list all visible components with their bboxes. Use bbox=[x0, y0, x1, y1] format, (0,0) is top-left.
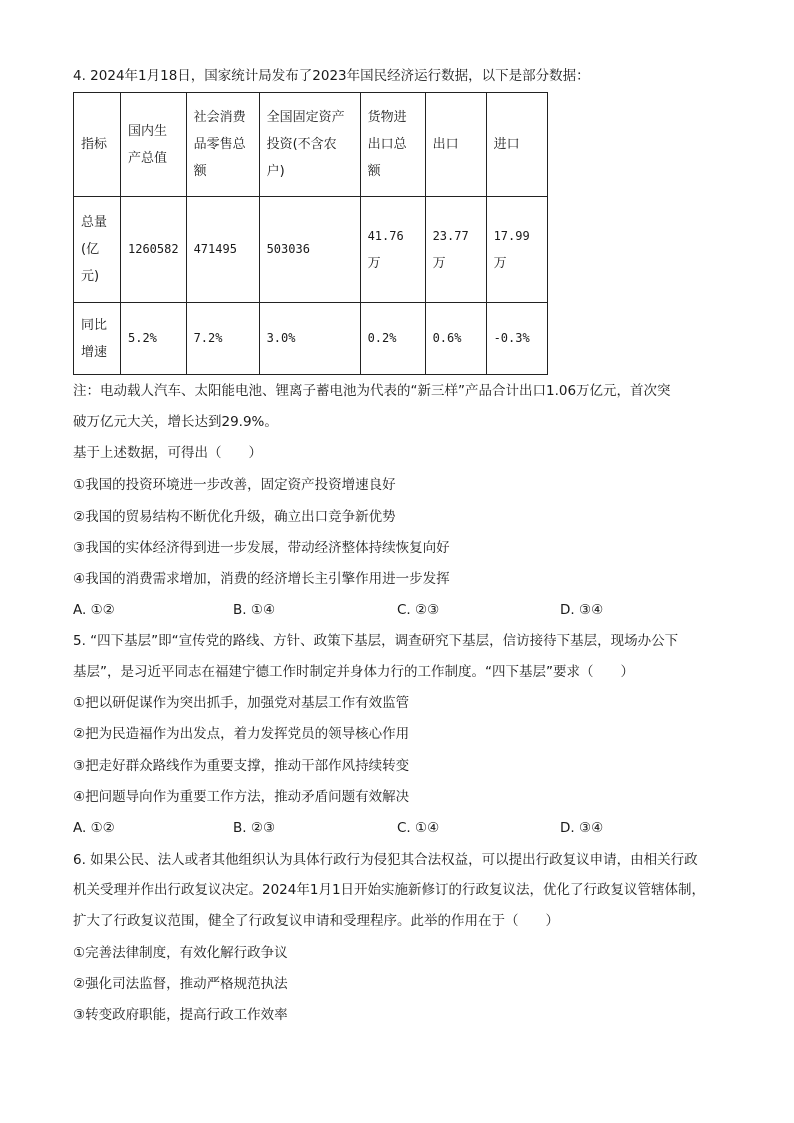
cell-value: 3.0% bbox=[266, 331, 296, 345]
table-cell bbox=[360, 197, 425, 303]
header-text: 投资(不含农 bbox=[266, 137, 337, 152]
q5-stem-line: 5. “四下基层”即“宣传党的路线、方针、政策下基层，调查研究下基层，信访接待下基层，现场办公下 bbox=[73, 633, 679, 649]
q5-statement: ③把走好群众路线作为重要支撑，推动干部作风持续转变 bbox=[73, 758, 410, 774]
header-cell bbox=[121, 93, 187, 197]
table-cell bbox=[259, 197, 360, 303]
header-text: 国内生 bbox=[128, 123, 168, 139]
row-label-text: 同比 bbox=[81, 317, 108, 333]
header-text: 产总值 bbox=[128, 150, 168, 166]
header-cell bbox=[360, 93, 425, 197]
header-text: 户) bbox=[266, 164, 285, 179]
cell-value: 23.77 bbox=[432, 228, 469, 243]
q6-statement: ③转变政府职能，提高行政工作效率 bbox=[73, 1007, 288, 1023]
option-c[interactable]: C. ②③ bbox=[397, 602, 440, 618]
economic-data-table bbox=[73, 92, 548, 375]
q4-prompt: 基于上述数据，可得出（ ） bbox=[73, 445, 262, 461]
option-c[interactable]: C. ①④ bbox=[397, 820, 440, 836]
table-cell bbox=[486, 197, 547, 303]
cell-value: 471495 bbox=[193, 242, 237, 256]
q5-statement: ④把问题导向作为重要工作方法，推动矛盾问题有效解决 bbox=[73, 789, 410, 805]
q5-stem-line: 基层”，是习近平同志在福建宁德工作时制定并身体力行的工作制度。“四下基层”要求（ ） bbox=[73, 664, 634, 680]
q4-statement: ③我国的实体经济得到进一步发展，带动经济整体持续恢复向好 bbox=[73, 540, 450, 556]
header-cell bbox=[74, 93, 121, 197]
q4-statement: ④我国的消费需求增加，消费的经济增长主引擎作用进一步发挥 bbox=[73, 571, 450, 587]
row-label-text: (亿 bbox=[81, 242, 100, 257]
header-cell bbox=[486, 93, 547, 197]
q4-note-line: 破万亿元大关，增长达到29.9%。 bbox=[73, 414, 278, 430]
option-b[interactable]: B. ①④ bbox=[233, 602, 276, 618]
cell-value: 0.2% bbox=[367, 331, 397, 345]
q6-stem-line: 扩大了行政复议范围，健全了行政复议申请和受理程序。此举的作用在于（ ） bbox=[73, 913, 559, 929]
q4-stem: 4. 2024年1月18日，国家统计局发布了2023年国民经济运行数据，以下是部分数据： bbox=[73, 68, 590, 84]
cell-unit: 万 bbox=[493, 255, 507, 271]
cell-value: 1260582 bbox=[128, 242, 179, 256]
header-text: 社会消费 bbox=[193, 110, 246, 125]
q4-statement: ②我国的贸易结构不断优化升级，确立出口竞争新优势 bbox=[73, 509, 396, 525]
option-a[interactable]: A. ①② bbox=[73, 820, 115, 836]
header-text: 指标 bbox=[81, 137, 108, 152]
header-text: 品零售总 bbox=[193, 137, 246, 152]
table-cell bbox=[121, 197, 187, 303]
table-cell bbox=[121, 303, 187, 375]
row-label bbox=[74, 197, 121, 303]
table-cell bbox=[486, 303, 547, 375]
cell-value: 0.6% bbox=[432, 331, 462, 345]
table-cell bbox=[186, 197, 259, 303]
header-text: 进口 bbox=[493, 137, 520, 152]
header-text: 额 bbox=[193, 164, 207, 179]
header-text: 出口 bbox=[432, 137, 459, 152]
table-cell bbox=[425, 197, 486, 303]
table-cell bbox=[425, 303, 486, 375]
cell-value: 5.2% bbox=[128, 331, 157, 345]
table-cell bbox=[186, 303, 259, 375]
table-row-total bbox=[74, 197, 548, 303]
header-text: 货物进 bbox=[367, 110, 407, 125]
q6-statement: ①完善法律制度，有效化解行政争议 bbox=[73, 945, 288, 961]
q6-statement: ②强化司法监督，推动严格规范执法 bbox=[73, 976, 288, 992]
q4-note-line: 注：电动载人汽车、太阳能电池、锂离子蓄电池为代表的“新三样”产品合计出口1.06万亿元，首次突 bbox=[73, 383, 671, 399]
q4-statement: ①我国的投资环境进一步改善，固定资产投资增速良好 bbox=[73, 477, 396, 493]
q5-options bbox=[73, 818, 733, 838]
q6-stem-line: 机关受理并作出行政复议决定。2024年1月1日开始实施新修订的行政复议法，优化了行政复议管辖体制， bbox=[73, 882, 706, 898]
row-label bbox=[74, 303, 121, 375]
header-cell bbox=[186, 93, 259, 197]
option-a[interactable]: A. ①② bbox=[73, 602, 115, 618]
cell-value: 503036 bbox=[266, 242, 310, 256]
table-cell bbox=[259, 303, 360, 375]
option-d[interactable]: D. ③④ bbox=[560, 820, 604, 836]
q6-stem-line: 6. 如果公民、法人或者其他组织认为具体行政行为侵犯其合法权益，可以提出行政复议申请，由相关行政 bbox=[73, 852, 698, 868]
cell-value: 41.76 bbox=[367, 228, 404, 243]
option-d[interactable]: D. ③④ bbox=[560, 602, 604, 618]
table-header-row bbox=[74, 93, 548, 197]
header-text: 出口总 bbox=[367, 137, 407, 152]
cell-value: 17.99 bbox=[493, 228, 530, 243]
header-cell bbox=[425, 93, 486, 197]
row-label-text: 元) bbox=[81, 269, 100, 284]
cell-unit: 万 bbox=[367, 255, 381, 271]
header-text: 额 bbox=[367, 164, 381, 179]
header-cell bbox=[259, 93, 360, 197]
table-row-growth bbox=[74, 303, 548, 375]
option-b[interactable]: B. ②③ bbox=[233, 820, 276, 836]
q5-statement: ②把为民造福作为出发点，着力发挥党员的领导核心作用 bbox=[73, 726, 410, 742]
row-label-text: 总量 bbox=[81, 215, 108, 230]
q5-statement: ①把以研促谋作为突出抓手，加强党对基层工作有效监管 bbox=[73, 695, 410, 711]
q4-options bbox=[73, 600, 733, 620]
row-label-text: 增速 bbox=[81, 344, 108, 360]
cell-unit: 万 bbox=[432, 255, 446, 271]
header-text: 全国固定资产 bbox=[266, 110, 345, 125]
cell-value: 7.2% bbox=[193, 331, 223, 345]
table-cell bbox=[360, 303, 425, 375]
cell-value: -0.3% bbox=[493, 331, 530, 345]
